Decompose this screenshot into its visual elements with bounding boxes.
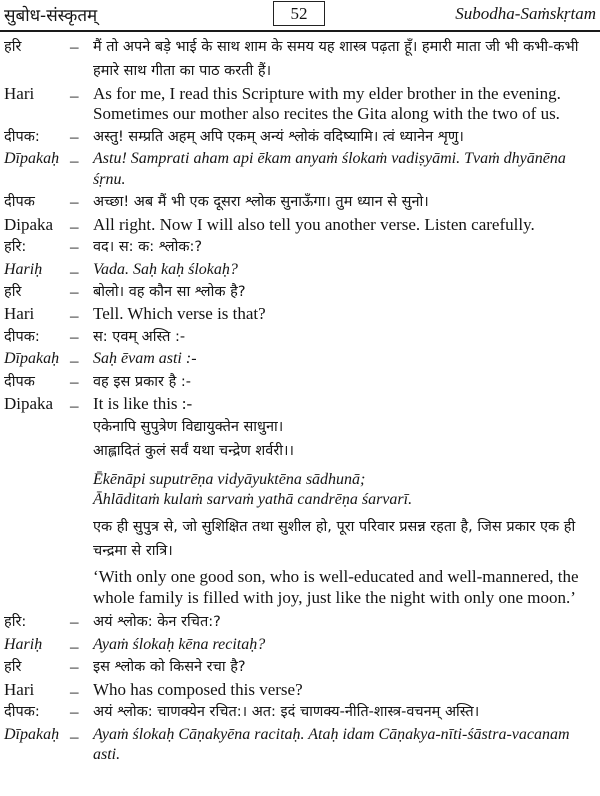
- dash-separator: –: [70, 151, 79, 171]
- dialogue-text: बोलो। वह कौन सा श्लोक है?: [93, 284, 246, 301]
- dialogue-text: Vada. Saḥ kaḥ ślokaḥ?: [93, 260, 238, 278]
- dialogue-row: [0, 394, 600, 415]
- verse-block: [0, 415, 600, 609]
- dialogue-text: Saḥ ēvam asti :-: [93, 350, 197, 368]
- dash-separator: –: [70, 261, 79, 281]
- speaker-label: हरि: [4, 284, 22, 301]
- speaker-label: Hari: [4, 304, 35, 324]
- dash-separator: –: [70, 85, 79, 105]
- dialogue-text: Ayaṁ ślokaḥ Cāṇakyēna racitaḥ. Ataḥ idam Cāṇakya-nīti-śāstra-vacanam asti.: [93, 725, 570, 764]
- dash-separator: –: [70, 702, 79, 722]
- dash-separator: –: [70, 681, 79, 701]
- dash-separator: –: [70, 657, 79, 677]
- speaker-label: दीपक: [4, 373, 35, 390]
- dialogue-row: [0, 125, 600, 149]
- dialogue-row: [0, 349, 600, 370]
- speaker-label: दीपक:: [4, 128, 40, 145]
- dialogue-text: इस श्लोक को किसने रचा है?: [93, 659, 246, 676]
- verse-sanskrit-line: आह्लादितं कुलं सर्वं यथा चन्द्रेण शर्वरी।।: [93, 443, 295, 460]
- dialogue-row: [0, 325, 600, 349]
- page-number: 52: [273, 1, 325, 26]
- speaker-label: Dīpakaḥ: [4, 150, 60, 168]
- dialogue-row: [0, 304, 600, 325]
- dialogue-text: वद। स: क: श्लोक:?: [93, 239, 203, 256]
- dialogue-text: स: एवम् अस्ति :-: [93, 328, 186, 345]
- speaker-label: हरि:: [4, 239, 27, 256]
- header-rule: [0, 30, 600, 32]
- speaker-label: दीपक:: [4, 704, 40, 721]
- header-title-english: Subodha-Saṁskṛtam: [455, 4, 596, 23]
- speaker-label: हरि: [4, 39, 22, 55]
- dash-separator: –: [70, 326, 79, 346]
- page-body: [0, 35, 600, 766]
- dialogue-row: [0, 84, 600, 125]
- speaker-label: हरि: [4, 659, 22, 676]
- dialogue-section: [0, 610, 600, 765]
- dialogue-text: Ayaṁ ślokaḥ kēna recitaḥ?: [93, 635, 266, 653]
- speaker-label: दीपक: [4, 194, 35, 211]
- dialogue-row: [0, 725, 600, 766]
- dialogue-text: Who has composed this verse?: [93, 679, 303, 699]
- dash-separator: –: [70, 216, 79, 236]
- dash-separator: –: [70, 371, 79, 391]
- dialogue-row: [0, 655, 600, 679]
- dialogue-row: [0, 35, 600, 84]
- dialogue-text: वह इस प्रकार है :-: [93, 373, 192, 390]
- verse-hindi-meaning: एक ही सुपुत्र से, जो सुशिक्षित तथा सुशील हो, पूरा परिवार प्रसन्न रहता है, जिस प्रकार एक ही चन्द्रमा से रात्रि।: [93, 518, 576, 559]
- speaker-label: Dipaka: [4, 394, 54, 414]
- dialogue-text: Astu! Samprati aham api ēkam anyaṁ ślokaṁ vadiṣyāmi. Tvaṁ dhyānēna śṛnu.: [93, 150, 566, 188]
- dialogue-text: As for me, I read this Scripture with my elder brother in the evening. Sometimes our mother also recites the Gita along with the two of us.: [93, 83, 561, 124]
- dash-separator: –: [70, 636, 79, 656]
- dialogue-row: [0, 260, 600, 281]
- dialogue-text: अच्छा! अब मैं भी एक दूसरा श्लोक सुनाऊँगा। तुम ध्यान से सुनो।: [93, 194, 429, 211]
- header-title-hindi: सुबोध-संस्कृतम्: [4, 6, 98, 26]
- dash-separator: –: [70, 37, 79, 56]
- dash-separator: –: [70, 192, 79, 212]
- dialogue-row: [0, 680, 600, 701]
- speaker-label: Hari: [4, 679, 35, 699]
- dialogue-text: अस्तु! सम्प्रति अहम् अपि एकम् अन्यं श्लोकं वदिष्यामि। त्वं ध्यानेन शृणु।: [93, 128, 464, 145]
- dialogue-text: अयं श्लोक: केन रचित:?: [93, 614, 221, 631]
- dialogue-text: Tell. Which verse is that?: [93, 304, 266, 324]
- dialogue-text: अयं श्लोक: चाणक्येन रचित:। अत: इदं चाणक्य-नीति-शास्त्र-वचनम् अस्ति।: [93, 704, 480, 721]
- dialogue-text: All right. Now I will also tell you another verse. Listen carefully.: [93, 214, 535, 234]
- dash-separator: –: [70, 237, 79, 257]
- dialogue-row: [0, 149, 600, 190]
- speaker-label: Hari: [4, 83, 35, 103]
- dialogue-row: [0, 610, 600, 634]
- dialogue-row: [0, 635, 600, 656]
- dash-separator: –: [70, 612, 79, 632]
- speaker-label: Dīpakaḥ: [4, 350, 60, 368]
- dialogue-row: [0, 700, 600, 724]
- dialogue-row: [0, 215, 600, 236]
- dialogue-row: [0, 370, 600, 394]
- dialogue-text: मैं तो अपने बड़े भाई के साथ शाम के समय यह शास्त्र पढ़ता हूँ। हमारी माता जी भी कभी-कभी हमारे साथ गीता का पाठ करती हैं।: [93, 39, 579, 80]
- dash-separator: –: [70, 306, 79, 326]
- verse-transliteration-line: Ēkēnāpi suputrēṇa vidyāyuktēna sādhunā;: [93, 470, 366, 488]
- dialogue-row: [0, 235, 600, 259]
- dialogue-row: [0, 280, 600, 304]
- verse-transliteration-line: Āhlāditaṁ kulaṁ sarvaṁ yathā candrēṇa śarvarī.: [93, 491, 413, 509]
- dash-separator: –: [70, 396, 79, 416]
- speaker-label: हरि:: [4, 614, 27, 631]
- verse-english-meaning: ‘With only one good son, who is well-educated and well-mannered, the whole family is filled with joy, just like the night with only one moon.’: [93, 567, 579, 607]
- speaker-label: Dipaka: [4, 214, 54, 234]
- dash-separator: –: [70, 726, 79, 746]
- speaker-label: Dīpakaḥ: [4, 725, 60, 743]
- running-header: [0, 0, 600, 30]
- dialogue-row: [0, 190, 600, 214]
- dialogue-text: It is like this :-: [93, 394, 193, 414]
- verse-sanskrit-line: एकेनापि सुपुत्रेण विद्यायुक्तेन साधुना।: [93, 418, 284, 435]
- dash-separator: –: [70, 126, 79, 146]
- dash-separator: –: [70, 351, 79, 371]
- dash-separator: –: [70, 282, 79, 302]
- dialogue-section: [0, 35, 600, 415]
- speaker-label: दीपक:: [4, 328, 40, 345]
- speaker-label: Hariḥ: [4, 635, 43, 653]
- speaker-label: Hariḥ: [4, 260, 43, 278]
